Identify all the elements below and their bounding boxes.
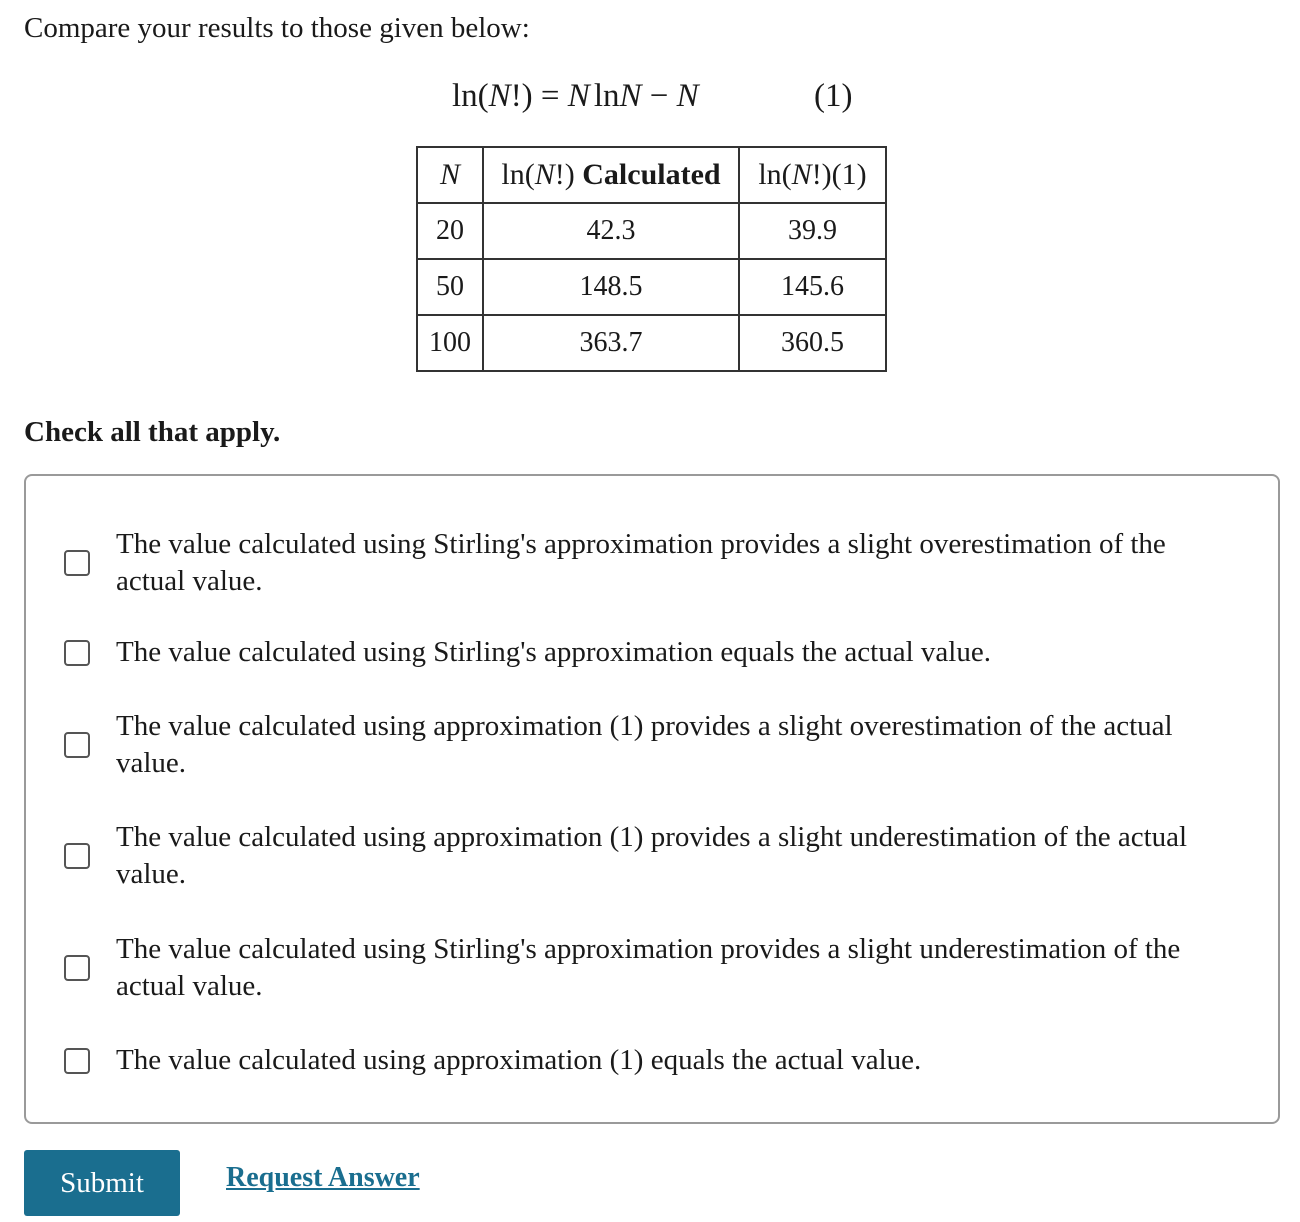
cell-n: 100: [417, 315, 483, 371]
option-label: The value calculated using Stirling's approximation provides a slight underestimation of the actual value.: [116, 933, 1181, 1002]
cell-calculated: 363.7: [483, 315, 739, 371]
eq-rhs-n1: N: [567, 78, 590, 114]
options-panel: [24, 474, 1280, 1124]
option-approx1-equals[interactable]: [64, 1042, 1234, 1079]
cell-calculated: 148.5: [483, 259, 739, 315]
option-stirling-equals[interactable]: [64, 634, 1234, 671]
checkbox[interactable]: [64, 1048, 90, 1074]
cell-approx: 360.5: [739, 315, 886, 371]
eq-bang-close: !): [510, 78, 533, 114]
eq-rhs-ln: ln: [593, 78, 620, 114]
option-label: The value calculated using Stirling's approximation provides a slight overestimation of the actual value.: [116, 528, 1166, 597]
cell-approx: 39.9: [739, 203, 886, 259]
option-stirling-underestimation[interactable]: [64, 931, 1234, 1005]
intro-text: Compare your results to those given below:: [24, 12, 530, 44]
header-calculated: [483, 147, 739, 203]
option-approx1-underestimation[interactable]: [64, 819, 1234, 893]
header-approx: [739, 147, 886, 203]
header-calc-ln: ln(: [501, 158, 535, 191]
option-label: The value calculated using approximation (1) equals the actual value.: [116, 1044, 922, 1076]
cell-n: 20: [417, 203, 483, 259]
table-header-row: [417, 147, 886, 203]
checkbox[interactable]: [64, 550, 90, 576]
cell-approx: 145.6: [739, 259, 886, 315]
option-label: The value calculated using Stirling's approximation equals the actual value.: [116, 636, 991, 668]
eq-minus: −: [641, 78, 677, 114]
option-label: The value calculated using approximation (1) provides a slight overestimation of the actual value.: [116, 710, 1173, 779]
cell-n: 50: [417, 259, 483, 315]
header-approx-tail: !)(1): [811, 158, 867, 191]
cell-calculated: 42.3: [483, 203, 739, 259]
request-answer-link[interactable]: Request Answer: [226, 1162, 420, 1193]
table-row: [417, 203, 886, 259]
option-approx1-overestimation[interactable]: [64, 708, 1234, 782]
eq-rhs-n2: N: [619, 78, 642, 114]
eq-ln-open: ln(: [452, 78, 489, 114]
checkbox[interactable]: [64, 640, 90, 666]
table-row: [417, 259, 886, 315]
instruction-text: Check all that apply.: [24, 416, 281, 448]
checkbox[interactable]: [64, 955, 90, 981]
table-row: [417, 315, 886, 371]
checkbox[interactable]: [64, 843, 90, 869]
option-stirling-overestimation[interactable]: [64, 526, 1234, 600]
header-calc-bang: !): [554, 158, 575, 191]
header-approx-ln: ln(: [758, 158, 792, 191]
header-calc-var: N: [534, 158, 555, 191]
submit-button[interactable]: Submit: [24, 1150, 180, 1216]
header-approx-var: N: [791, 158, 812, 191]
eq-rhs-n3: N: [676, 78, 699, 114]
stirling-equation: [452, 74, 853, 118]
header-n: [417, 147, 483, 203]
eq-equals: =: [532, 78, 568, 114]
header-n-label: N: [439, 158, 460, 191]
equation-number: (1): [814, 78, 853, 114]
eq-var-n: N: [488, 78, 511, 114]
header-calc-word: Calculated: [574, 158, 721, 191]
option-label: The value calculated using approximation (1) provides a slight underestimation of the actual value.: [116, 821, 1188, 890]
results-table: [416, 146, 887, 372]
checkbox[interactable]: [64, 732, 90, 758]
